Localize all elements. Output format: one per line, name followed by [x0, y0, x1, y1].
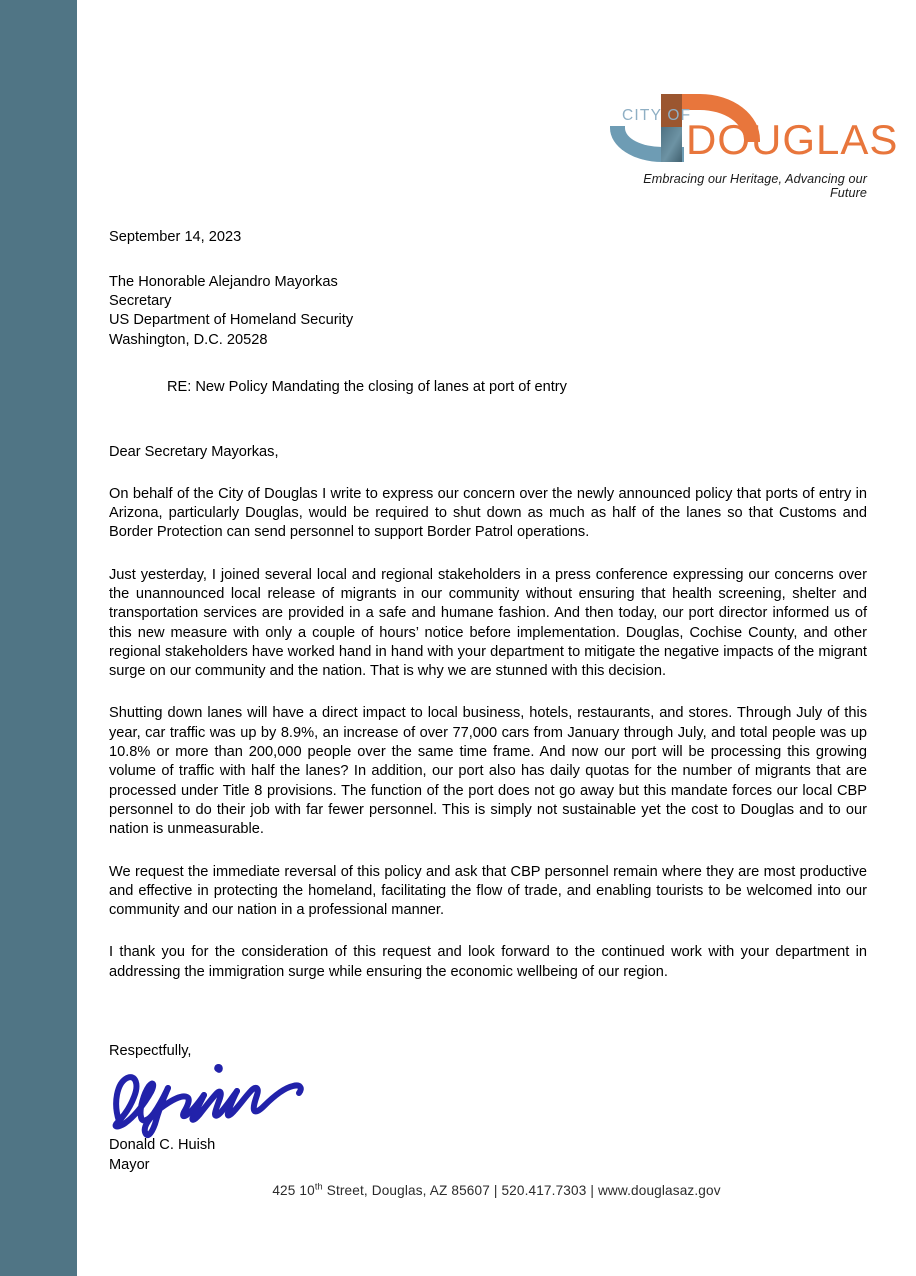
signer-title: Mayor: [109, 1157, 150, 1174]
logo-tagline: Embracing our Heritage, Advancing our Future: [643, 172, 867, 200]
logo-city-of-text: CITY OF: [622, 107, 692, 124]
footer-contact: [77, 1183, 916, 1198]
footer-address-rest: Street, Douglas, AZ 85607 | 520.417.7303 | www.douglasaz.gov: [322, 1183, 721, 1198]
body-paragraph: I thank you for the consideration of this request and look forward to the continued work with your department in addressing the immigration surge while ensuring the economic wellbeing of our region.: [109, 944, 867, 980]
footer-address-ordinal: th: [314, 1181, 323, 1192]
letter-body: [109, 228, 867, 1175]
closing-line: Respectfully,: [109, 1043, 192, 1060]
subject-line: RE: New Policy Mandating the closing of lanes at port of entry: [167, 378, 567, 395]
logo-wordmark: DOUGLAS: [686, 116, 899, 163]
recipient-line: Secretary: [109, 293, 172, 310]
letter-date: September 14, 2023: [109, 229, 242, 245]
recipient-line: The Honorable Alejandro Mayorkas: [109, 274, 338, 290]
signature: [109, 1063, 867, 1135]
body-paragraph: On behalf of the City of Douglas I write to express our concern over the newly announced policy that ports of entry in Arizona, particularly Douglas, would be required to shut down as much as half of the lanes so that Customs and Border Protection can send personnel to support Border Patrol operations.: [109, 485, 867, 541]
body-paragraph: We request the immediate reversal of this policy and ask that CBP personnel remain where they are most productive and effective in protecting the homeland, facilitating the flow of trade, and enabling tourists to be welcomed into our community and our nation in a professional manner.: [109, 863, 867, 919]
page-content: [77, 0, 916, 1276]
recipient-line: US Department of Homeland Security: [109, 312, 354, 329]
signer-name: Donald C. Huish: [109, 1137, 216, 1154]
recipient-address: [109, 273, 867, 350]
salutation: Dear Secretary Mayorkas,: [109, 443, 279, 460]
signature-image: [103, 1059, 333, 1139]
body-paragraph: Just yesterday, I joined several local and regional stakeholders in a press conference expressing our concerns over the unannounced local release of migrants in our community without ensuring that health screening, shelter and transportation services are provided in a safe and humane fashion. And then today, our port director informed us of this new measure with only a couple of hours’ notice before implementation. Douglas, Cochise County, and other regional stakeholders have worked hand in hand with your department to mitigate the negative impacts of the migrant surge on our community and the nation. That is why we are stunned with this decision.: [109, 566, 867, 680]
city-of-douglas-logo: [611, 92, 899, 200]
left-accent-bar: [0, 0, 77, 1276]
logo-mark: [611, 92, 899, 170]
recipient-line: Washington, D.C. 20528: [109, 331, 268, 348]
footer-address-prefix: 425 10: [272, 1183, 315, 1198]
body-paragraph: Shutting down lanes will have a direct impact to local business, hotels, restaurants, and stores. Through July of this year, car traffic was up by 8.9%, an increase of over 77,000 cars from January through July, and total people was up 10.8% or more than 200,000 people over the same time frame. And now our port will be processing this growing volume of traffic with half the lanes? In addition, our port also has daily quotas for the number of migrants that are processed under Title 8 provisions. The function of the port does not go away but this mandate forces our local CBP personnel to do their job with far fewer personnel. This is simply not sustainable yet the cost to Douglas and to our nation is unmeasurable.: [109, 705, 867, 838]
logo-stem-bottom-icon: [661, 127, 682, 162]
